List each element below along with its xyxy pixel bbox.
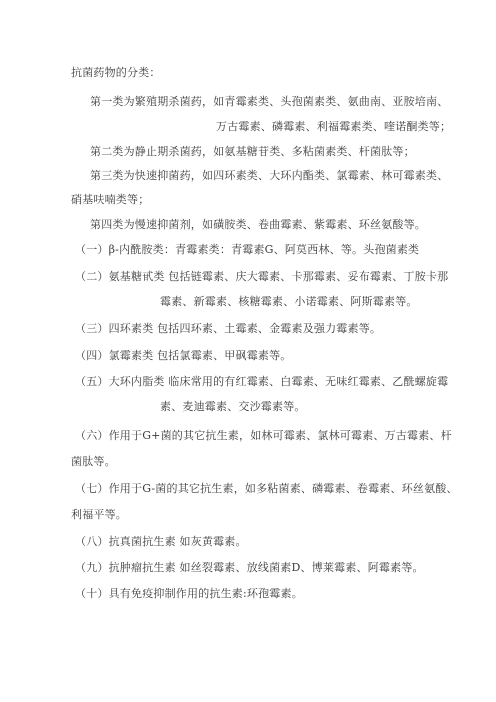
paragraph-class-2: 第二类为静止期杀菌药，如氨基糖苷类、多粘菌素类、杆菌肽等； xyxy=(90,145,415,158)
item-1: （一）β-内酰胺类：青霉素类：青霉素G、阿莫西林、等。头孢菌素类 xyxy=(75,243,420,256)
item-6-line-2: 菌肽等。 xyxy=(71,455,116,468)
item-5-line-1: （五）大环内脂类 临床常用的有红霉素、白霉素、无味红霉素、乙酰螺旋霉 xyxy=(75,375,449,388)
item-9: （九）抗肿瘤抗生素 如丝裂霉素、放线菌素D、博莱霉素、阿霉素等。 xyxy=(75,561,424,574)
paragraph-class-1-line-1: 第一类为繁殖期杀菌药，如青霉素类、头孢菌素类、氨曲南、亚胺培南、 xyxy=(90,95,449,108)
paragraph-class-4: 第四类为慢速抑菌剂，如磺胺类、卷曲霉素、紫霉素、环丝氨酸等。 xyxy=(90,218,426,231)
item-4: （四）氯霉素类 包括氯霉素、甲砜霉素等。 xyxy=(75,349,292,362)
item-3: （三）四环素类 包括四环素、土霉素、金霉素及强力霉素等。 xyxy=(75,322,382,335)
item-7-line-1: （七）作用于G-菌的其它抗生素，如多粘菌素、磷霉素、卷霉素、环丝氨酸、 xyxy=(75,482,458,495)
item-8: （八）抗真菌抗生素 如灰黄霉素。 xyxy=(75,535,247,548)
document-title: 抗菌药物的分类： xyxy=(71,66,161,79)
item-7-line-2: 利福平等。 xyxy=(71,508,127,521)
item-2-line-1: （二）氨基糖甙类 包括链霉素、庆大霉素、卡那霉素、妥布霉素、丁胺卡那 xyxy=(75,270,449,283)
paragraph-class-3-line-1: 第三类为快速抑菌药，如四环素类、大环内酯类、氯霉素、林可霉素类、 xyxy=(90,169,449,182)
item-6-line-1: （六）作用于G+菌的其它抗生素，如林可霉素、氯林可霉素、万古霉素、杆 xyxy=(75,429,452,442)
item-5-line-2: 素、麦迪霉素、交沙霉素等。 xyxy=(160,400,306,413)
item-2-line-2: 霉素、新霉素、核糖霉素、小诺霉素、阿斯霉素等。 xyxy=(160,295,418,308)
paragraph-class-1-line-2: 万古霉素、磷霉素、利福霉素类、喹诺酮类等； xyxy=(216,120,452,133)
item-10: （十）具有免疫抑制作用的抗生素:环孢霉素。 xyxy=(75,587,303,600)
paragraph-class-3-line-2: 硝基呋喃类等； xyxy=(71,193,150,206)
